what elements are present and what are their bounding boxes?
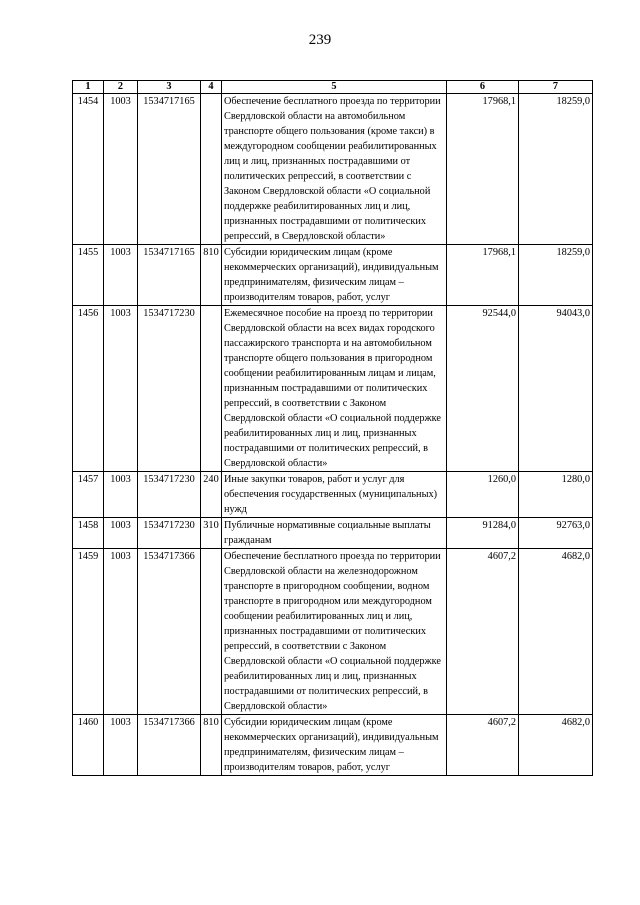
section-code-cell: 1003 [104,306,138,472]
expense-type-cell: 810 [201,715,222,776]
row-number-cell: 1457 [73,472,104,518]
description-cell: Обеспечение бесплатного проезда по территории Свердловской области на железнодорожном транспорте в пригородном сообщении, водном транспорте в пригородном или междугородном сообщении реабилитированных лиц и лиц, признанных пострадавшими от политических репрессий, в соответствии с Законом Свердловской области «О социальной поддержке реабилитированных лиц и лиц, признанных пострадавшими от политических репрессий, в Свердловской области» [222,549,447,715]
expense-type-cell: 810 [201,245,222,306]
amount-year2-cell: 1280,0 [519,472,593,518]
table-row [73,94,593,245]
target-code-cell: 1534717230 [138,306,201,472]
column-header: 2 [104,81,138,94]
description-cell: Иные закупки товаров, работ и услуг для обеспечения государственных (муниципальных) нужд [222,472,447,518]
target-code-cell: 1534717230 [138,518,201,549]
description-cell: Субсидии юридическим лицам (кроме некоммерческих организаций), индивидуальным предпринимателям, физическим лицам – производителям товаров, работ, услуг [222,715,447,776]
section-code-cell: 1003 [104,518,138,549]
row-number-cell: 1460 [73,715,104,776]
header-row [73,81,593,94]
amount-year1-cell: 17968,1 [447,94,519,245]
table-row [73,518,593,549]
section-code-cell: 1003 [104,715,138,776]
description-cell: Обеспечение бесплатного проезда по территории Свердловской области на автомобильном транспорте общего пользования (кроме такси) в междугородном сообщении реабилитированных лиц и лиц, признанных пострадавшими от политических репрессий, в соответствии с Законом Свердловской области «О социальной поддержке реабилитированных лиц и лиц, признанных пострадавшими от политических репрессий, в Свердловской области» [222,94,447,245]
column-header: 6 [447,81,519,94]
target-code-cell: 1534717366 [138,549,201,715]
column-header: 3 [138,81,201,94]
row-number-cell: 1456 [73,306,104,472]
column-header: 7 [519,81,593,94]
table-row [73,549,593,715]
expense-type-cell: 240 [201,472,222,518]
section-code-cell: 1003 [104,245,138,306]
amount-year2-cell: 92763,0 [519,518,593,549]
amount-year1-cell: 4607,2 [447,549,519,715]
amount-year1-cell: 1260,0 [447,472,519,518]
row-number-cell: 1454 [73,94,104,245]
expense-type-cell: 310 [201,518,222,549]
expense-type-cell [201,549,222,715]
table-row [73,715,593,776]
amount-year1-cell: 92544,0 [447,306,519,472]
target-code-cell: 1534717165 [138,245,201,306]
amount-year2-cell: 18259,0 [519,245,593,306]
description-cell: Публичные нормативные социальные выплаты гражданам [222,518,447,549]
page-number: 239 [308,32,332,48]
amount-year2-cell: 94043,0 [519,306,593,472]
amount-year1-cell: 4607,2 [447,715,519,776]
section-code-cell: 1003 [104,549,138,715]
expense-type-cell [201,94,222,245]
section-code-cell: 1003 [104,472,138,518]
row-number-cell: 1458 [73,518,104,549]
amount-year2-cell: 4682,0 [519,549,593,715]
target-code-cell: 1534717366 [138,715,201,776]
column-header: 4 [201,81,222,94]
target-code-cell: 1534717230 [138,472,201,518]
description-cell: Субсидии юридическим лицам (кроме некоммерческих организаций), индивидуальным предпринимателям, физическим лицам – производителям товаров, работ, услуг [222,245,447,306]
row-number-cell: 1459 [73,549,104,715]
table-row [73,472,593,518]
column-header: 5 [222,81,447,94]
table-row [73,306,593,472]
target-code-cell: 1534717165 [138,94,201,245]
row-number-cell: 1455 [73,245,104,306]
expense-type-cell [201,306,222,472]
amount-year2-cell: 18259,0 [519,94,593,245]
amount-year2-cell: 4682,0 [519,715,593,776]
column-header: 1 [73,81,104,94]
description-cell: Ежемесячное пособие на проезд по территории Свердловской области на всех видах городского пассажирского транспорта и на автомобильном транспорте общего пользования в пригородном сообщении реабилитированным лицам и лицам, признанным пострадавшими от политических репрессий, в соответствии с Законом Свердловской области «О социальной поддержке реабилитированных лиц и лиц, признанных пострадавшими от политических репрессий, в Свердловской области» [222,306,447,472]
section-code-cell: 1003 [104,94,138,245]
amount-year1-cell: 91284,0 [447,518,519,549]
budget-table [72,80,593,776]
amount-year1-cell: 17968,1 [447,245,519,306]
table-row [73,245,593,306]
